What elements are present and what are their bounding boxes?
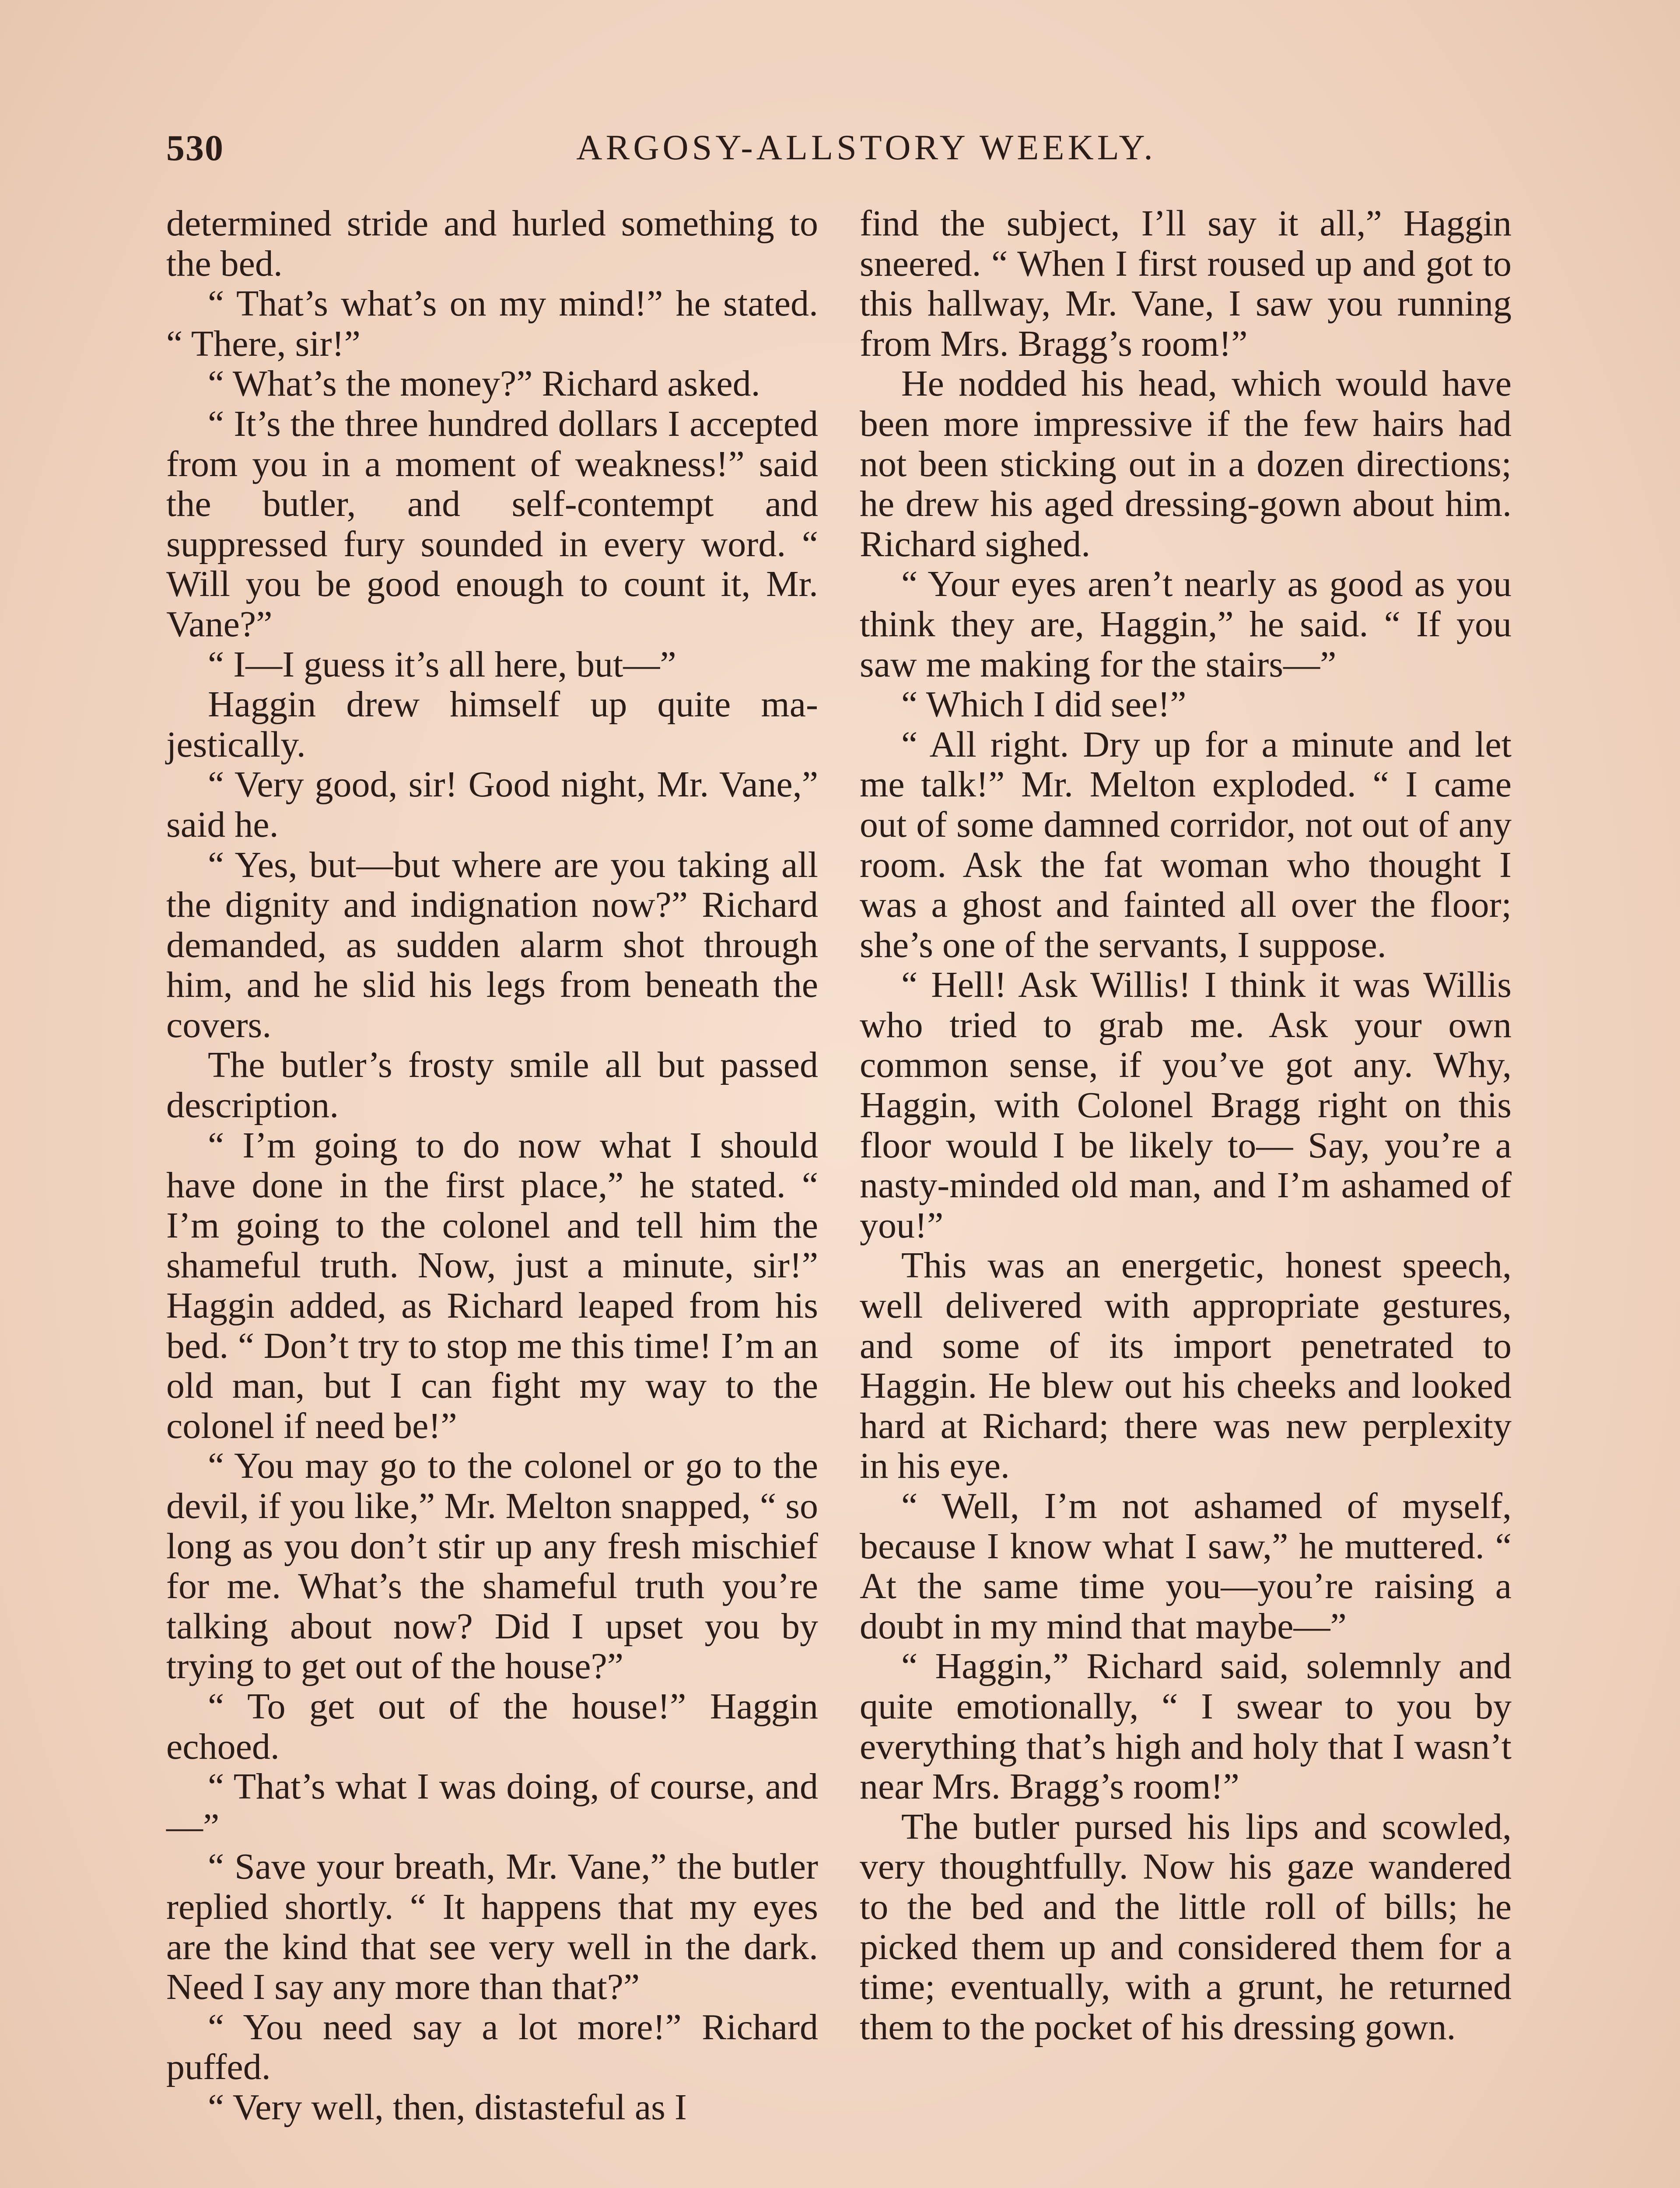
paragraph: The butler pursed his lips and scowled, very thoughtfully. Now his gaze wandered to the bed and the little roll of bills; he picked them up and considered them for a time; eventually, with a grunt, he returned them to the pocket of his dressing gown. (860, 1806, 1512, 2048)
running-title: ARGOSY-ALLSTORY WEEKLY. (576, 127, 1156, 167)
paragraph: This was an energetic, honest speech, well delivered with appropriate gestures, and some of its import penetrated to Haggin. He blew out his cheeks and looked hard at Richard; there was new perplexity in his eye. (860, 1245, 1512, 1487)
paragraph: “ All right. Dry up for a minute and let me talk!” Mr. Melton exploded. “ I came out of some damned corridor, not out of any room. Ask the fat woman who thought I was a ghost and fainted all over the floor; she’s one of the servants, I suppose. (860, 724, 1512, 965)
paragraph: Haggin drew himself up quite majestically. (166, 684, 818, 765)
paragraph: “ You need say a lot more!” Richard puffed. (166, 2006, 818, 2088)
paragraph: “ Very good, sir! Good night, Mr. Vane,” said he. (166, 764, 818, 845)
left-text-column (166, 203, 818, 2128)
paragraph: He nodded his head, which would have been more impressive if the few hairs had not been sticking out in a dozen directions; he drew his aged dressing-gown about him. Richard sighed. (860, 363, 1512, 565)
paragraph: “ Your eyes aren’t nearly as good as you think they are, Haggin,” he said. “ If you saw me making for the stairs—” (860, 564, 1512, 685)
right-text-column (860, 203, 1512, 2047)
paragraph: The butler’s frosty smile all but passed description. (166, 1045, 818, 1126)
page-header (166, 127, 1514, 179)
paragraph: “ Save your breath, Mr. Vane,” the butler replied shortly. “ It happens that my eyes are the kind that see very well in the dark. Need I say any more than that?” (166, 1846, 818, 2008)
paragraph: “ I—I guess it’s all here, but—” (208, 644, 676, 685)
paragraph: “ Very well, then, distasteful as I (208, 2086, 687, 2128)
paragraph: “ To get out of the house!” Haggin echoed. (166, 1686, 818, 1767)
paragraph: “ What’s the money?” Richard asked. (208, 363, 760, 404)
paragraph: determined stride and hurled something to the bed. (166, 203, 818, 284)
paragraph: “ That’s what’s on my mind!” he stated. “ There, sir!” (166, 283, 818, 364)
paragraph: “ Hell! Ask Willis! I think it was Willis who tried to grab me. Ask your own common sense, if you’ve got any. Why, Haggin, with Colonel Bragg right on this floor would I be likely to— Say, you’re a nasty-minded old man, and I’m ashamed of you!” (860, 964, 1512, 1246)
paragraph: find the subject, I’ll say it all,” Haggin sneered. “ When I first roused up and got to this hallway, Mr. Vane, I saw you running from Mrs. Bragg’s room!” (860, 203, 1512, 364)
paragraph: “ It’s the three hundred dollars I accepted from you in a moment of weakness!” said the butler, and self-contempt and suppressed fury sounded in every word. “ Will you be good enough to count it, Mr. Vane?” (166, 403, 818, 645)
paragraph: “ I’m going to do now what I should have done in the first place,” he stated. “ I’m going to the colonel and tell him the shameful truth. Now, just a minute, sir!” Haggin added, as Richard leaped from his bed. “ Don’t try to stop me this time! I’m an old man, but I can fight my way to the colonel if need be!” (166, 1125, 818, 1446)
page-number: 530 (166, 128, 224, 168)
paragraph: “ That’s what I was doing, of course, and—” (166, 1766, 818, 1847)
paragraph: “ Yes, but—but where are you taking all the dignity and indignation now?” Richard demanded, as sudden alarm shot through him, and he slid his legs from beneath the covers. (166, 844, 818, 1045)
paragraph: “ You may go to the colonel or go to the devil, if you like,” Mr. Melton snapped, “ so long as you don’t stir up any fresh mischief for me. What’s the shameful truth you’re talking about now? Did I upset you by trying to get out of the house?” (166, 1445, 818, 1687)
paragraph: “ Haggin,” Richard said, solemnly and quite emotionally, “ I swear to you by everything that’s high and holy that I wasn’t near Mrs. Bragg’s room!” (860, 1646, 1512, 1807)
paragraph: “ Which I did see!” (901, 684, 1186, 725)
paragraph: “ Well, I’m not ashamed of myself, because I know what I saw,” he muttered. “ At the same time you—you’re raising a doubt in my mind that maybe—” (860, 1486, 1512, 1647)
